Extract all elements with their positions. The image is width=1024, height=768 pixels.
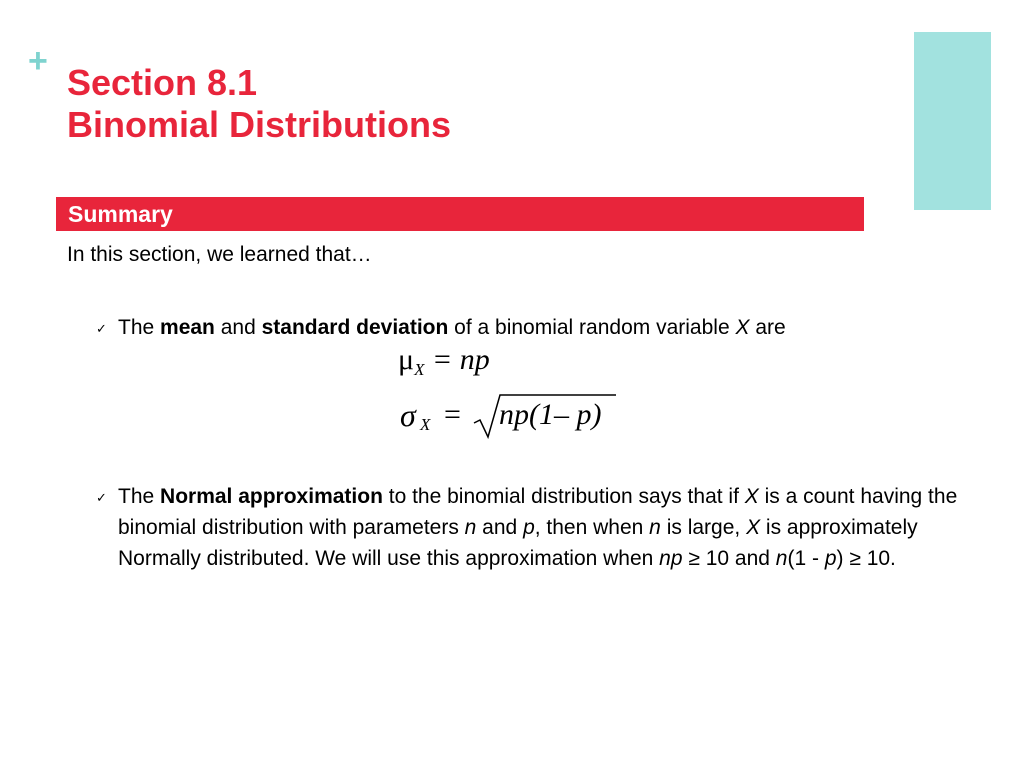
formula-equals: =: [444, 398, 461, 431]
checkmark-icon: ✓: [96, 322, 107, 337]
plus-icon: +: [28, 42, 48, 80]
title-line-section: Section 8.1: [67, 62, 258, 103]
mu-symbol: μ: [398, 343, 415, 376]
formula-subscript: X: [414, 360, 425, 379]
slide-title: [67, 62, 451, 146]
sigma-symbol: σ: [400, 397, 416, 433]
accent-block: [914, 32, 991, 210]
title-line-topic: Binomial Distributions: [67, 104, 452, 145]
summary-bar: [56, 197, 864, 231]
checkmark-icon: ✓: [96, 491, 107, 506]
formula-sd: [400, 395, 620, 443]
summary-heading: Summary: [68, 201, 173, 227]
formula-radicand: np(1– p): [499, 398, 602, 431]
bullet-text: The Normal approximation to the binomial distribution says that if X is a count having the binomial distribution with parameters n and p, then when n is large, X is approximately Normally distributed. We will use this approximation when np ≥ 10 and n(1 - p) ≥ 10.: [118, 485, 958, 570]
bullet-mean-sd: [96, 312, 976, 343]
formula-subscript: X: [420, 415, 431, 434]
bullet-normal-approximation: [96, 481, 976, 574]
formula-rhs: = np: [424, 343, 490, 376]
formula-mean: [398, 342, 490, 382]
intro-text: In this section, we learned that…: [67, 243, 372, 266]
bullet-text: The mean and standard deviation of a binomial random variable X are: [118, 316, 786, 339]
